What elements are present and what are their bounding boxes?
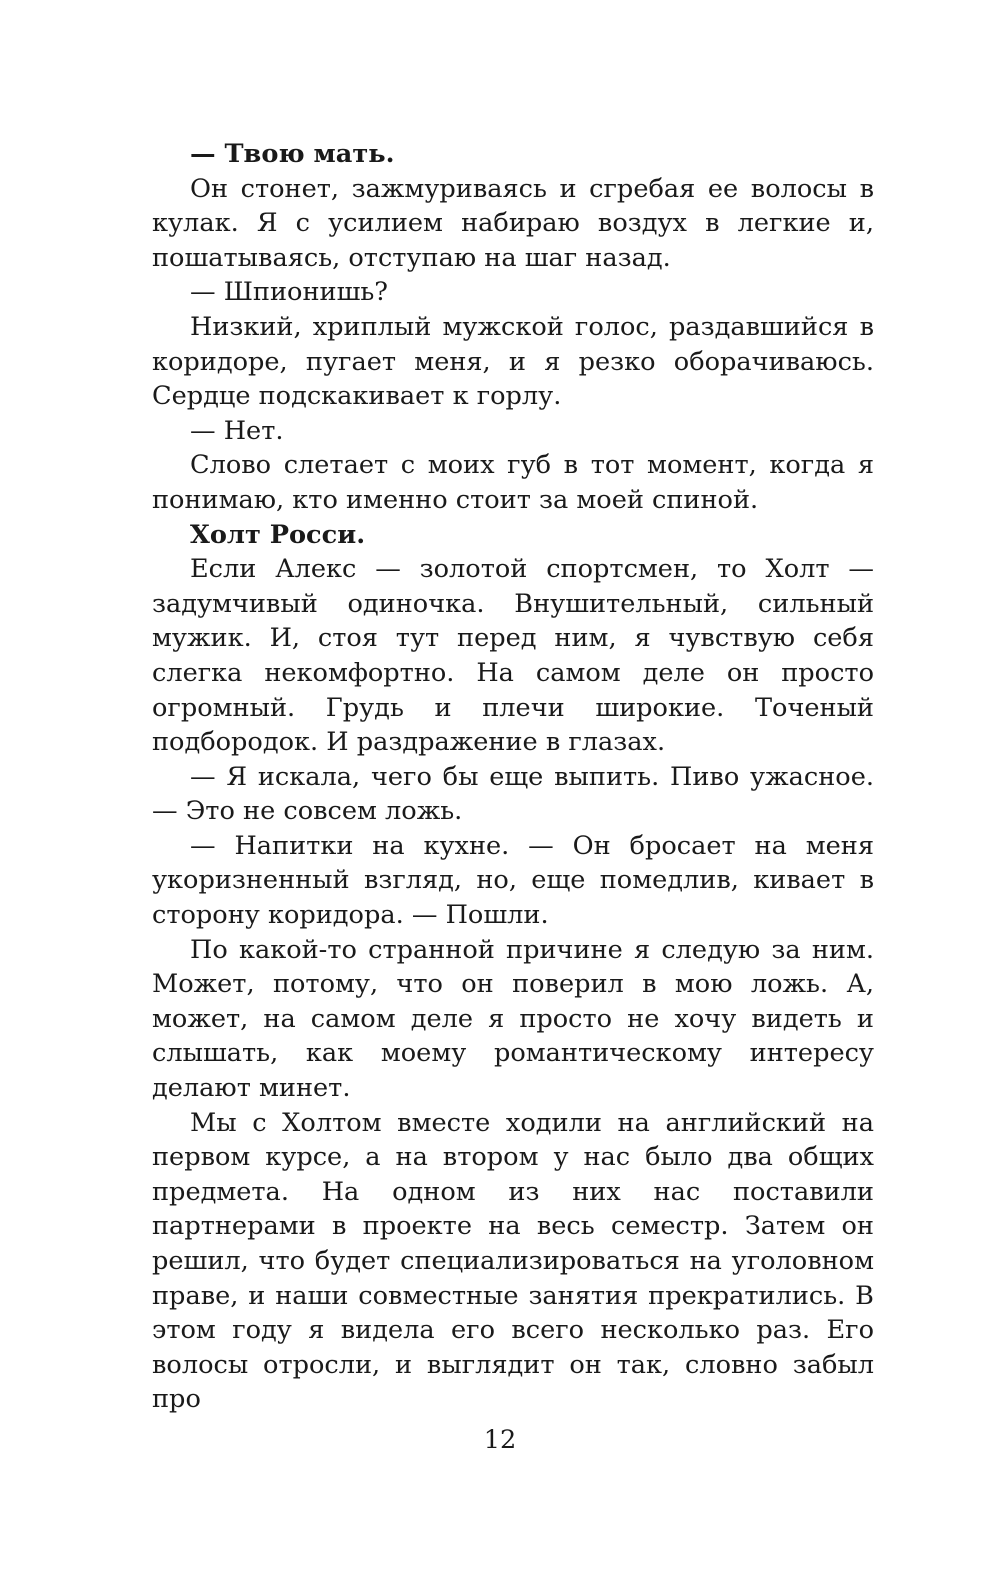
page-body: [152, 137, 874, 1417]
paragraph: [152, 275, 874, 310]
paragraph-text: Мы с Холтом вместе ходили на английский на первом курсе, а на втором у нас было два общих предмета. На одном из них нас поставили партнерами в проекте на весь семестр. Затем он решил, что будет специализироваться на уголовном праве, и наши совместные занятия прекратились. В этом году я видела его всего несколько раз. Его волосы отросли, и выглядит он так, словно забыл про: [152, 1107, 874, 1415]
paragraph-text: По какой-то странной причине я следую за ним. Может, потому, что он поверил в мою ложь. А, может, на самом деле я просто не хочу видеть и слышать, как моему романтическому интересу делают минет.: [152, 934, 874, 1104]
page-number: 12: [483, 1425, 517, 1455]
bold-text: Холт Росси.: [190, 519, 366, 550]
bold-text: — Твою мать.: [190, 139, 395, 169]
paragraph: [152, 448, 874, 517]
paragraph: [152, 414, 874, 449]
paragraph: [152, 518, 874, 553]
paragraph: [152, 552, 874, 760]
paragraph-text: — Нет.: [190, 415, 284, 446]
paragraph-text: Если Алекс — золотой спортсмен, то Холт — задумчивый одиночка. Внушительный, сильный мужик. И, стоя тут перед ним, я чувствую себя слегка некомфортно. На самом деле он просто огромный. Грудь и плечи широкие. Точеный подбородок. И раздражение в глазах.: [152, 554, 874, 758]
paragraph: [152, 137, 874, 172]
paragraph: [152, 760, 874, 829]
paragraph: [152, 1106, 874, 1417]
paragraph-text: — Напитки на кухне. — Он бросает на меня укоризненный взгляд, но, еще помедлив, кивает в сторону коридора. — Пошли.: [152, 830, 874, 931]
paragraph: [152, 310, 874, 414]
paragraph-text: — Шпионишь?: [190, 277, 389, 308]
paragraph: [152, 829, 874, 933]
paragraph-text: — Я искала, чего бы еще выпить. Пиво ужасное. — Это не совсем ложь.: [152, 761, 874, 827]
paragraph-text: Низкий, хриплый мужской голос, раздавшийся в коридоре, пугает меня, и я резко оборачиваюсь. Сердце подскакивает к горлу.: [152, 311, 874, 412]
paragraph-text: Слово слетает с моих губ в тот момент, когда я понимаю, кто именно стоит за моей спиной.: [152, 450, 874, 515]
paragraph-text: Он стонет, зажмуриваясь и сгребая ее волосы в кулак. Я с усилием набираю воздух в легкие и, пошатываясь, отступаю на шаг назад.: [152, 173, 874, 273]
paragraph: [152, 933, 874, 1106]
paragraph: [152, 172, 874, 276]
